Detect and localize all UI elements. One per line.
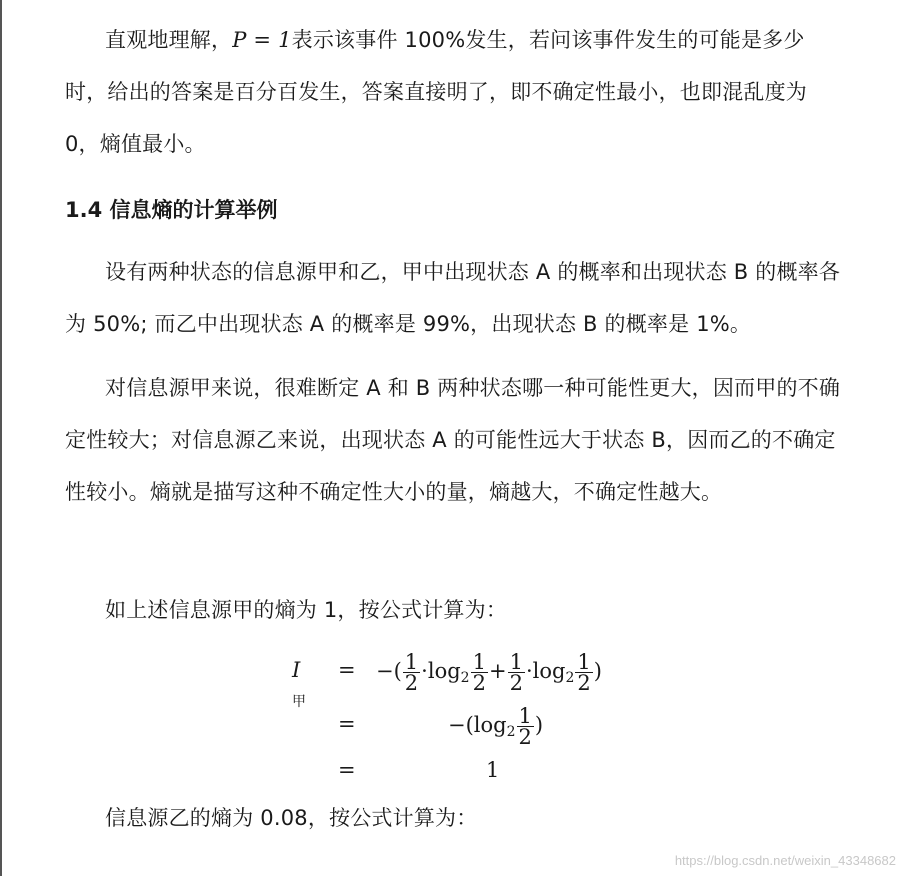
page-left-border: [0, 0, 2, 876]
equation-rhs-2: −(log2 $\frac{1}{2}$ ): [448, 704, 544, 749]
equation-lhs: $I_甲$: [292, 658, 306, 711]
paragraph-source-a-entropy: 如上述信息源甲的熵为 1，按公式计算为：: [105, 598, 508, 622]
equation-rhs-1: −( $\frac{1}{2}$ ·log2 $\frac{1}{2}$ + $\frac{1}{2}$ ·log2 $\frac{1}{2}$ ): [376, 650, 602, 695]
paragraph-intuition: 直观地理解，P = 1表示该事件 100%发生，若问该事件发生的可能是多少时，给出的答案是百分百发生，答案直接明了，即不确定性最小，也即混乱度为 0，熵值最小。: [65, 28, 807, 156]
paragraph-sources: 设有两种状态的信息源甲和乙，甲中出现状态 A 的概率和出现状态 B 的概率各为 50%; 而乙中出现状态 A 的概率是 99%，出现状态 B 的概率是 1%。: [65, 260, 841, 336]
paragraph-source-b-entropy: 信息源乙的熵为 0.08，按公式计算为：: [105, 806, 478, 830]
math-p-equals-1: P = 1: [232, 28, 292, 52]
entropy-equation: $I_甲$ = −( $\frac{1}{2}$ ·log2 $\frac{1}{2}$ + $\frac{1}{2}$ ·log2 $\frac{1}{2}$ ) = −(log2 $\frac{1}{2}$ ) = 1: [292, 650, 602, 782]
watermark: https://blog.csdn.net/weixin_43348682: [674, 853, 896, 868]
paragraph-uncertainty: 对信息源甲来说，很难断定 A 和 B 两种状态哪一种可能性更大，因而甲的不确定性较大；对信息源乙来说，出现状态 A 的可能性远大于状态 B，因而乙的不确定性较小。熵就是描写这种不确定性大小的量，熵越大，不确定性越大。: [65, 376, 841, 504]
section-heading: 1.4 信息熵的计算举例: [65, 198, 278, 222]
equation-rhs-3: 1: [486, 758, 500, 782]
